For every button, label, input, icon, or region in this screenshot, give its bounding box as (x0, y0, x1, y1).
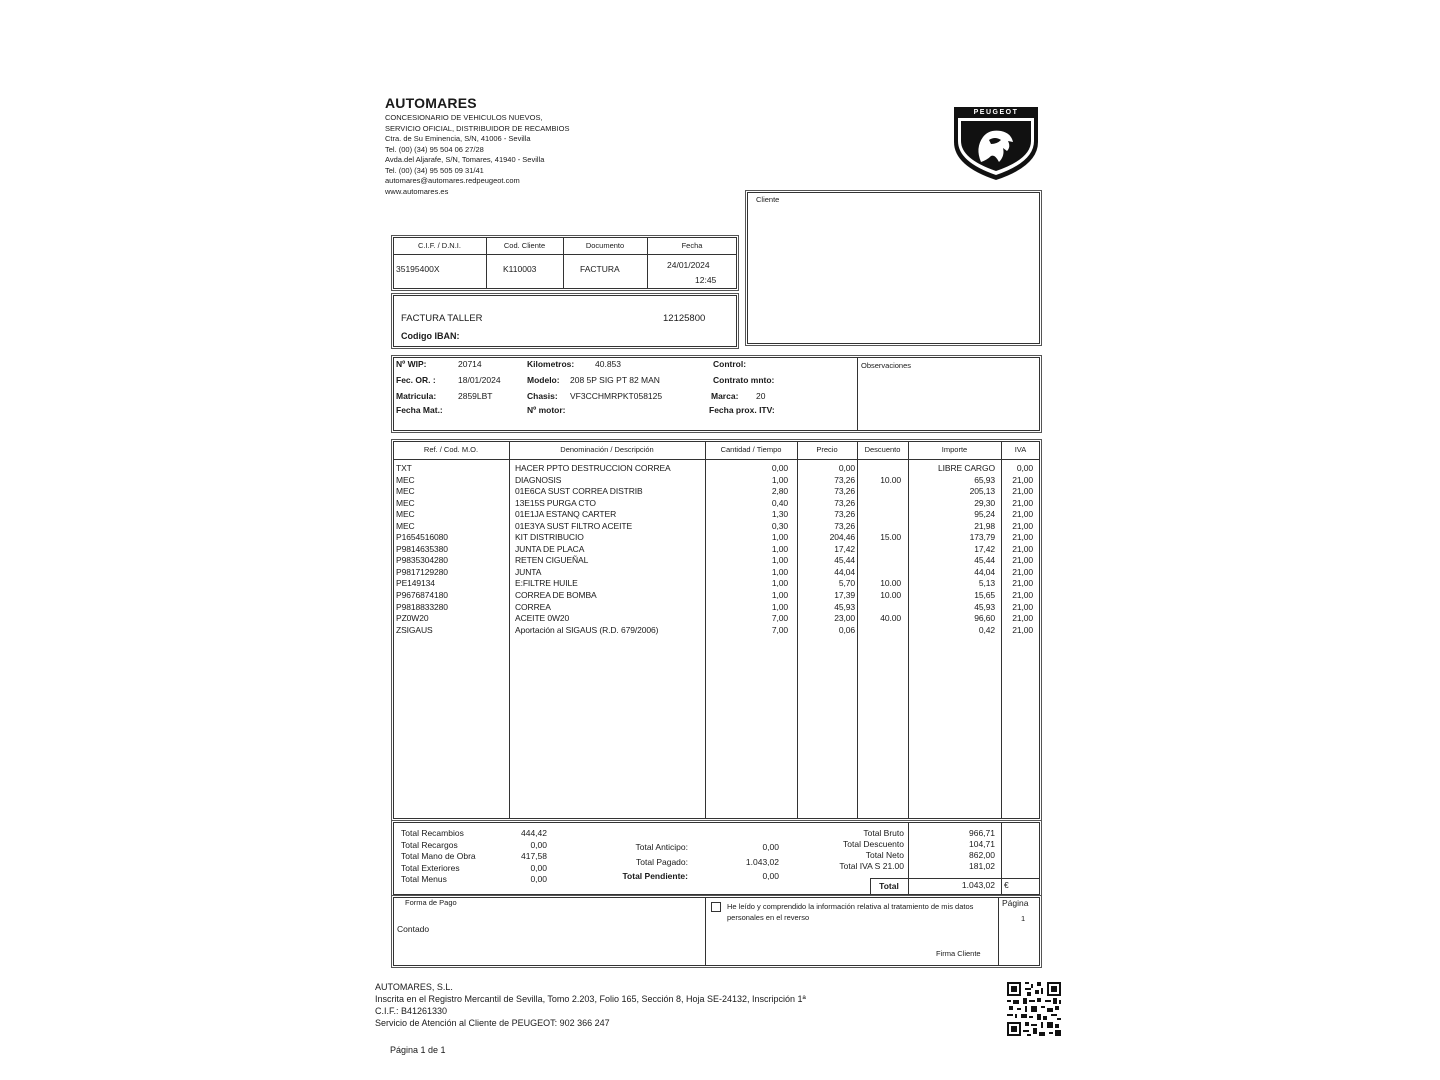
line-vat-cell: 21,00 (1012, 578, 1033, 589)
line-refs-cell: P9676874180 (396, 590, 448, 601)
company-line: Tel. (00) (34) 95 504 06 27/28 (385, 144, 484, 154)
legal-line: AUTOMARES, S.L. (375, 982, 453, 992)
line-price-cell: 0,06 (838, 624, 855, 635)
header-price: Precio (816, 445, 838, 454)
line-vat-cell: 21,00 (1012, 509, 1033, 520)
line-vat-cell: 21,00 (1012, 486, 1033, 497)
line-amount-cell: 15,65 (974, 590, 995, 601)
line-disc-cell: 10.00 (880, 590, 901, 601)
totals-left-labels (401, 828, 476, 886)
line-price-cell: 73,26 (834, 474, 855, 485)
payment-status-value: 0,00 (762, 842, 779, 852)
company-line: SERVICIO OFICIAL, DISTRIBUIDOR DE RECAMBIOS (385, 123, 570, 133)
fecor-label: Fec. OR. : (396, 375, 436, 385)
line-amount-cell: 45,44 (974, 555, 995, 566)
line-refs-cell: MEC (396, 474, 415, 485)
summary-value: 104,71 (969, 839, 995, 849)
grand-total-label: Total (879, 881, 899, 891)
line-price-cell: 17,42 (834, 543, 855, 554)
line-refs-cell: PE149134 (396, 578, 435, 589)
currency-symbol: € (1004, 880, 1009, 890)
header-description: Denominación / Descripción (560, 445, 654, 454)
line-qty-cell: 1,00 (771, 578, 788, 589)
line-qty-cell: 0,40 (771, 497, 788, 508)
line-disc-cell (857, 509, 901, 521)
line-disc-cell (857, 567, 901, 579)
qr-code-icon (1007, 982, 1061, 1036)
line-disc-cell (857, 625, 901, 637)
total-value: 0,00 (530, 874, 547, 884)
summary-value: 966,71 (969, 828, 995, 838)
peugeot-logo (951, 104, 1041, 182)
line-refs-cell: TXT (396, 463, 412, 473)
line-refs-cell: MEC (396, 520, 415, 531)
page-value: 1 (1021, 914, 1026, 923)
line-price-cell: 23,00 (834, 613, 855, 624)
line-disc-cell: 10.00 (880, 474, 901, 485)
total-value: 444,42 (521, 828, 547, 838)
line-descs-cell: DIAGNOSIS (515, 474, 562, 485)
page-label: Página (1002, 898, 1029, 908)
line-vat-cell: 21,00 (1012, 566, 1033, 577)
line-amount-cell: 95,24 (974, 509, 995, 520)
header-vat: IVA (1014, 445, 1027, 454)
line-qty-cell: 0,00 (771, 463, 788, 473)
payment-method-value: Contado (397, 924, 430, 934)
line-vat-cell: 21,00 (1012, 532, 1033, 543)
id-value-client: K110003 (503, 264, 537, 274)
legal-footer (375, 981, 806, 1029)
company-line: Tel. (00) (34) 95 505 09 31/41 (385, 165, 484, 175)
line-descs-cell: 01E6CA SUST CORREA DISTRIB (515, 486, 643, 497)
total-value: 417,58 (521, 851, 547, 861)
total-value: 0,00 (530, 839, 547, 850)
km-label: Kilometros: (527, 359, 575, 369)
line-disc-cell: 10.00 (880, 578, 901, 589)
company-line: CONCESIONARIO DE VEHICULOS NUEVOS, (385, 113, 543, 122)
company-info (385, 113, 569, 197)
line-qty-cell: 1,00 (771, 590, 788, 601)
id-value-document: FACTURA (580, 264, 620, 274)
line-refs-cell: P9814635380 (396, 543, 448, 554)
summary-value: 181,02 (969, 861, 995, 871)
company-name: AUTOMARES (385, 95, 477, 111)
pagination: Página 1 de 1 (390, 1045, 446, 1055)
col-price (797, 463, 855, 636)
line-price-cell: 45,93 (834, 601, 855, 612)
invoice-type: FACTURA TALLER (401, 313, 483, 324)
line-qty-cell: 1,00 (771, 543, 788, 554)
line-vat-cell: 21,00 (1012, 497, 1033, 508)
marca-value: 20 (756, 391, 766, 401)
itv-label: Fecha prox. ITV: (709, 405, 775, 415)
consent-text: He leído y comprendido la información relativa al tratamiento de mis datos personales en el reverso (727, 902, 974, 922)
line-qty-cell: 2,80 (771, 486, 788, 497)
line-amount-cell: 65,93 (974, 474, 995, 485)
line-descs-cell: KIT DISTRIBUCIO (515, 532, 584, 543)
line-qty-cell: 7,00 (771, 613, 788, 624)
legal-line: Inscrita en el Registro Mercantil de Sevilla, Tomo 2.203, Folio 165, Sección 8, Hoja SE-24132, Inscripción 1ª (375, 994, 806, 1004)
id-value-cif: 35195400X (396, 264, 440, 274)
line-refs-cell: P1654516080 (396, 532, 448, 543)
line-disc-cell (857, 486, 901, 498)
line-qty-cell: 1,00 (771, 555, 788, 566)
fechamat-label: Fecha Mat.: (396, 405, 443, 415)
line-descs-cell: RETEN CIGUEÑAL (515, 555, 589, 566)
summary-label: Total Bruto (863, 828, 904, 838)
line-amount-cell: 173,79 (969, 532, 995, 543)
client-box (747, 192, 1040, 344)
brand-name: PEUGEOT (973, 109, 1019, 116)
line-amount-cell: 96,60 (974, 613, 995, 624)
grand-total-value: 1.043,02 (961, 880, 995, 890)
line-vat-cell: 21,00 (1012, 624, 1033, 635)
line-vat-cell: 21,00 (1012, 543, 1033, 554)
line-descs-cell: HACER PPTO DESTRUCCION CORREA (515, 463, 671, 473)
payment-status-label: Total Pendiente: (622, 871, 688, 881)
line-disc-cell (857, 498, 901, 510)
line-vat-cell: 21,00 (1012, 555, 1033, 566)
payment-method-label: Forma de Pago (405, 898, 457, 907)
line-price-cell: 17,39 (834, 590, 855, 601)
wip-label: Nº WIP: (396, 359, 427, 369)
line-disc-cell: 15.00 (880, 532, 901, 543)
control-label: Control: (713, 359, 747, 369)
col-discount (857, 463, 901, 636)
line-refs-cell: PZ0W20 (396, 613, 429, 624)
line-price-cell: 73,26 (834, 486, 855, 497)
line-price-cell: 204,46 (829, 532, 855, 543)
line-vat-cell: 21,00 (1012, 520, 1033, 531)
col-vat (1001, 463, 1033, 636)
col-ref (396, 463, 506, 636)
line-price-cell: 73,26 (834, 509, 855, 520)
totals-right-labels (790, 828, 904, 872)
line-amount-cell: 21,98 (974, 520, 995, 531)
line-qty-cell: 0,30 (771, 520, 788, 531)
totals-mid-values (720, 840, 779, 884)
total-label: Total Menus (401, 874, 447, 884)
line-vat-cell: 21,00 (1012, 613, 1033, 624)
col-quantity (705, 463, 788, 636)
payment-status-label: Total Pagado: (636, 856, 688, 867)
iban-label: Codigo IBAN: (401, 331, 460, 341)
line-descs-cell: JUNTA (515, 566, 542, 577)
total-label: Total Exteriores (401, 862, 460, 873)
line-descs-cell: ACEITE 0W20 (515, 613, 570, 624)
line-refs-cell: MEC (396, 486, 415, 497)
company-line: Avda.del Aljarafe, S/N, Tomares, 41940 - Sevilla (385, 155, 545, 164)
company-line: automares@automares.redpeugeot.com (385, 176, 520, 185)
line-descs-cell: 13E15S PURGA CTO (515, 497, 596, 508)
modelo-label: Modelo: (527, 375, 560, 385)
observaciones-label: Observaciones (861, 361, 912, 370)
summary-label: Total IVA S 21.00 (839, 861, 904, 871)
wip-value: 20714 (458, 359, 482, 369)
contrato-label: Contrato mnto: (713, 375, 775, 385)
header-discount: Descuento (864, 445, 901, 454)
client-label: Cliente (756, 195, 780, 204)
line-qty-cell: 1,00 (771, 532, 788, 543)
fecor-value: 18/01/2024 (458, 375, 501, 385)
line-disc-cell (857, 521, 901, 533)
line-refs-cell: MEC (396, 497, 415, 508)
line-refs-cell: P9818833280 (396, 601, 448, 612)
line-refs-cell: MEC (396, 509, 415, 520)
summary-label: Total Neto (865, 850, 904, 860)
line-refs-cell: P9817129280 (396, 566, 448, 577)
totals-right-values (908, 828, 995, 872)
line-descs-cell: E:FILTRE HUILE (515, 578, 578, 589)
line-descs-cell: CORREA (515, 601, 551, 612)
id-header-cif: C.I.F. / D.N.I. (418, 241, 461, 250)
line-amount-cell: 5,13 (978, 578, 995, 589)
payment-status-label: Total Anticipo: (635, 842, 688, 852)
line-descs-cell: Aportación al SIGAUS (R.D. 679/2006) (515, 624, 659, 635)
lines-body (0, 463, 1440, 653)
marca-label: Marca: (711, 391, 739, 401)
summary-value: 862,00 (969, 850, 995, 860)
chasis-label: Chasis: (527, 391, 558, 401)
line-amount-cell: 29,30 (974, 497, 995, 508)
totals-mid-labels (590, 840, 688, 884)
line-disc-cell: 40.00 (880, 613, 901, 624)
line-descs-cell: JUNTA DE PLACA (515, 543, 585, 554)
line-price-cell: 73,26 (834, 497, 855, 508)
modelo-value: 208 5P SIG PT 82 MAN (570, 375, 660, 385)
line-price-cell: 73,26 (834, 520, 855, 531)
header-amount: Importe (941, 445, 968, 454)
chasis-value: VF3CCHMRPKT058125 (570, 391, 663, 401)
line-vat-cell: 21,00 (1012, 474, 1033, 485)
totals-left-values (500, 828, 547, 886)
total-label: Total Mano de Obra (401, 851, 476, 861)
line-qty-cell: 7,00 (771, 624, 788, 635)
id-header-client: Cod. Cliente (503, 241, 546, 250)
line-price-cell: 45,44 (834, 555, 855, 566)
id-value-time: 12:45 (695, 275, 717, 285)
line-vat-cell: 21,00 (1012, 590, 1033, 601)
total-label: Total Recargos (401, 839, 458, 850)
col-description (515, 463, 705, 636)
line-disc-cell (857, 463, 901, 475)
invoice-number: 12125800 (663, 313, 706, 324)
line-qty-cell: 1,00 (771, 566, 788, 577)
payment-status-value: 1.043,02 (745, 856, 779, 867)
line-price-cell: 44,04 (834, 566, 855, 577)
id-value-date: 24/01/2024 (667, 260, 710, 270)
line-price-cell: 5,70 (838, 578, 855, 589)
km-value: 40.853 (595, 359, 621, 369)
total-label: Total Recambios (401, 828, 464, 838)
col-amount (908, 463, 995, 636)
line-amount-cell: 0,42 (978, 624, 995, 635)
line-qty-cell: 1,00 (771, 601, 788, 612)
line-price-cell: 0,00 (838, 463, 855, 473)
line-refs-cell: P9835304280 (396, 555, 448, 566)
header-ref: Ref. / Cod. M.O. (423, 445, 479, 454)
signature-label: Firma Cliente (936, 949, 981, 958)
line-amount-cell: LIBRE CARGO (938, 463, 995, 473)
line-amount-cell: 45,93 (974, 601, 995, 612)
line-qty-cell: 1,00 (771, 474, 788, 485)
line-descs-cell: 01E1JA ESTANQ CARTER (515, 509, 617, 520)
line-disc-cell (857, 544, 901, 556)
line-descs-cell: CORREA DE BOMBA (515, 590, 597, 601)
line-descs-cell: 01E3YA SUST FILTRO ACEITE (515, 520, 633, 531)
total-value: 0,00 (530, 862, 547, 873)
id-header-document: Documento (585, 241, 625, 250)
header-quantity: Cantidad / Tiempo (720, 445, 782, 454)
line-disc-cell (857, 555, 901, 567)
motor-label: Nº motor: (527, 405, 566, 415)
summary-label: Total Descuento (843, 839, 904, 849)
company-line: Ctra. de Su Eminencia, S/N, 41006 - Sevilla (385, 134, 531, 143)
line-qty-cell: 1,30 (771, 509, 788, 520)
matricula-value: 2859LBT (458, 391, 493, 401)
line-disc-cell (857, 602, 901, 614)
line-vat-cell: 21,00 (1012, 601, 1033, 612)
payment-status-value: 0,00 (762, 871, 779, 881)
legal-line: C.I.F.: B41261330 (375, 1006, 448, 1016)
line-vat-cell: 0,00 (1016, 463, 1033, 473)
consent-checkbox[interactable] (711, 902, 721, 912)
line-refs-cell: ZSIGAUS (396, 624, 433, 635)
legal-line: Servicio de Atención al Cliente de PEUGEOT: 902 366 247 (375, 1018, 610, 1028)
line-amount-cell: 44,04 (974, 566, 995, 577)
matricula-label: Matricula: (396, 391, 437, 401)
id-header-date: Fecha (681, 241, 703, 250)
line-amount-cell: 17,42 (974, 543, 995, 554)
line-amount-cell: 205,13 (969, 486, 995, 497)
company-line: www.automares.es (385, 186, 449, 196)
